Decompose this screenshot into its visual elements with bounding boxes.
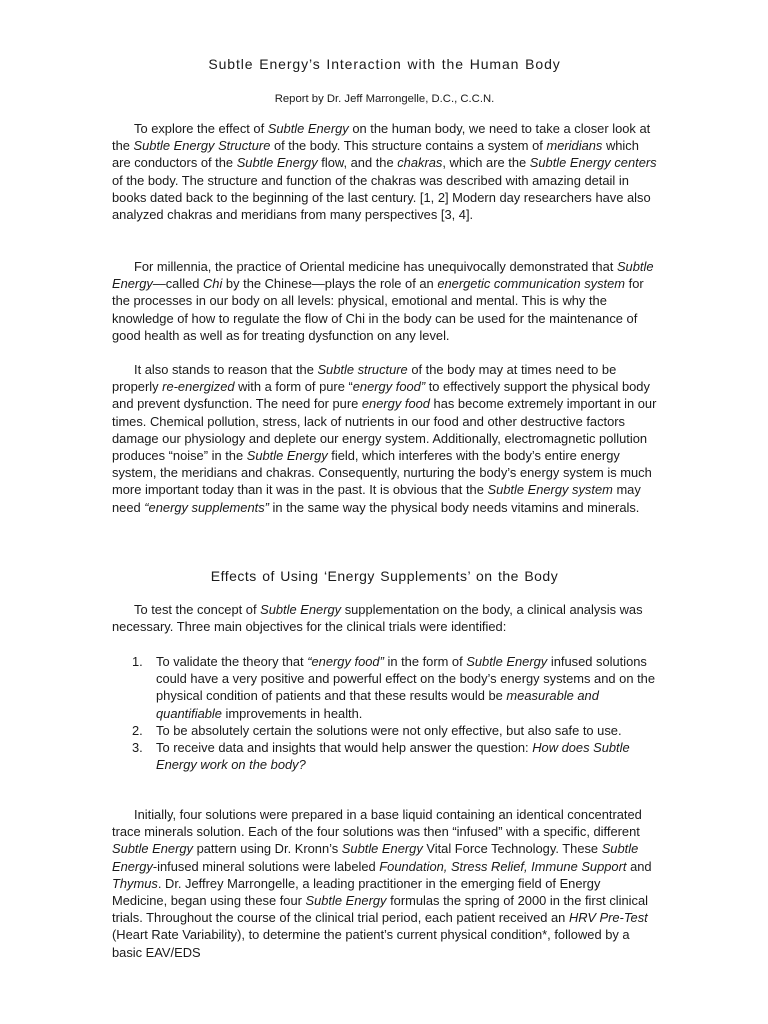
text-run: improvements in health. bbox=[221, 705, 363, 721]
list-item-text bbox=[156, 654, 655, 721]
italic-text: Subtle structure bbox=[317, 362, 408, 377]
text-run: in the same way the physical body needs vitamins and minerals. bbox=[268, 499, 640, 515]
italic-text: energy food” bbox=[352, 379, 426, 395]
list-item bbox=[132, 739, 657, 773]
list-item-text bbox=[156, 723, 622, 738]
text-run: infused solutions could have a very positive and powerful effect on the body’s energy systems and on the physical condition of patients and that these results would be bbox=[156, 654, 655, 704]
text-run: with a form of pure “ bbox=[234, 379, 353, 395]
italic-text: HRV Pre-Test bbox=[568, 910, 648, 926]
text-run: by the Chinese—plays the role of an bbox=[222, 276, 438, 292]
italic-text: Subtle Energy bbox=[466, 654, 548, 669]
text-run: —called bbox=[152, 276, 203, 292]
italic-text: Subtle Energy bbox=[246, 448, 328, 464]
text-run: and bbox=[626, 858, 652, 874]
list-item bbox=[132, 722, 657, 739]
italic-text: Chi bbox=[203, 276, 223, 292]
italic-text: Subtle Energy bbox=[112, 841, 639, 874]
italic-text: Subtle Energy bbox=[341, 841, 423, 857]
italic-text: Subtle Energy bbox=[305, 893, 387, 909]
text-run: . Dr. Jeffrey Marrongelle, a leading practitioner in the emerging field of Energy Medicine, began using these four bbox=[112, 875, 601, 909]
text-run: of the body. This structure contains a system of bbox=[270, 138, 547, 154]
italic-text: energy food bbox=[361, 396, 430, 412]
list-item-text bbox=[156, 740, 630, 772]
italic-text: chakras bbox=[397, 155, 443, 171]
text-run: It also stands to reason that the bbox=[134, 362, 318, 377]
text-run: which are conductors of the bbox=[112, 138, 639, 171]
text-run: To explore the effect of bbox=[134, 121, 268, 136]
text-run: for the processes in our body on all levels: physical, emotional and mental. This is why the knowledge of how to regulate the flow of Chi in the body can be used for the maintenance of good health as well as for treating dysfunction on any level. bbox=[112, 276, 644, 343]
text-run: to effectively support the physical body and prevent dysfunction. The need for pure bbox=[112, 379, 650, 412]
paragraph-energy-food bbox=[112, 361, 657, 516]
italic-text: Subtle Energy bbox=[260, 602, 342, 617]
italic-text: re-energized bbox=[162, 379, 235, 395]
italic-text: Thymus bbox=[112, 875, 158, 891]
italic-text: energetic communication system bbox=[437, 276, 626, 292]
text-run: To receive data and insights that would help answer the question: bbox=[156, 740, 533, 756]
text-run: For millennia, the practice of Oriental medicine has unequivocally demonstrated that bbox=[134, 259, 617, 274]
italic-text: Subtle Energy bbox=[236, 155, 318, 171]
text-run: of the body may at times need to be properly bbox=[112, 362, 617, 395]
italic-text: meridians bbox=[546, 138, 603, 154]
text-run: in the form of bbox=[383, 654, 467, 669]
italic-text: Foundation, Stress Relief, Immune Support bbox=[379, 858, 627, 874]
text-run: may need bbox=[112, 482, 641, 515]
document-title: Subtle Energy’s Interaction with the Human Body bbox=[208, 56, 561, 72]
italic-text: Subtle Energy bbox=[267, 121, 349, 136]
text-run: -infused mineral solutions were labeled bbox=[152, 858, 380, 874]
text-run: of the body. The structure and function of the chakras was described with amazing detail in books dated back to the beginning of the last century. [1, 2] Modern day researchers have also analyzed chakras and meridians from many perspectives [3, 4]. bbox=[112, 172, 651, 223]
paragraph-clinical-analysis bbox=[112, 601, 657, 635]
text-run: To be absolutely certain the solutions were not only effective, but also safe to use. bbox=[156, 722, 622, 738]
text-run: To validate the theory that bbox=[156, 654, 308, 669]
text-run: (Heart Rate Variability), to determine the patient’s current physical condition*, followed by a basic EAV/EDS bbox=[112, 927, 630, 960]
list-item-number: 2. bbox=[132, 722, 143, 738]
text-run: on the human body, we need to take a closer look at the bbox=[112, 121, 651, 154]
italic-text: Subtle Energy centers bbox=[529, 155, 657, 171]
text-run: has become extremely important in our times. Chemical pollution, stress, lack of nutrients in our food and other destructive factors damage our physiology and deplete our energy system. Additionally, electromagnetic pollution produces “noise” in the bbox=[112, 396, 657, 464]
text-run: Vital Force Technology. These bbox=[422, 841, 602, 857]
text-run: formulas the spring of 2000 in the first clinical trials. Throughout the course of the clinical trial period, each patient received an bbox=[112, 893, 649, 926]
italic-text: Subtle Energy bbox=[112, 259, 654, 292]
section-heading: Effects of Using ‘Energy Supplements’ on the Body bbox=[210, 568, 559, 584]
text-run: supplementation on the body, a clinical analysis was necessary. Three main objectives for the clinical trials were identified: bbox=[112, 602, 643, 635]
document-byline: Report by Dr. Jeff Marrongelle, D.C., C.C.N. bbox=[274, 93, 495, 105]
paragraph-oriental-medicine bbox=[112, 258, 657, 344]
paragraph-intro bbox=[112, 120, 657, 223]
list-item-number: 1. bbox=[132, 654, 143, 669]
text-run: pattern using Dr. Kronn’s bbox=[192, 841, 342, 857]
italic-text: “energy food” bbox=[307, 654, 384, 669]
list-item bbox=[132, 653, 657, 722]
italic-text: Subtle Energy bbox=[112, 841, 193, 857]
text-run: To test the concept of bbox=[134, 602, 261, 617]
text-run: field, which interferes with the body’s entire energy system, the meridians and chakras. Consequently, nurturing the body’s energy system is much more important today than it was in the past. It is obvious that the bbox=[112, 448, 652, 498]
italic-text: How does Subtle Energy work on the body? bbox=[156, 740, 630, 773]
text-run: Initially, four solutions were prepared in a base liquid containing an identical concentrated trace minerals solution. Each of the four solutions was then “infused” with a specific, different bbox=[112, 807, 642, 840]
list-item-number: 3. bbox=[132, 740, 143, 756]
italic-text: measurable and quantifiable bbox=[156, 688, 599, 721]
text-run: , which are the bbox=[442, 155, 530, 171]
text-run: flow, and the bbox=[317, 155, 398, 171]
objectives-list bbox=[132, 653, 657, 773]
italic-text: “energy supplements” bbox=[144, 499, 269, 515]
italic-text: Subtle Energy Structure bbox=[133, 138, 271, 154]
paragraph-solutions bbox=[112, 806, 657, 961]
italic-text: Subtle Energy system bbox=[487, 482, 613, 498]
